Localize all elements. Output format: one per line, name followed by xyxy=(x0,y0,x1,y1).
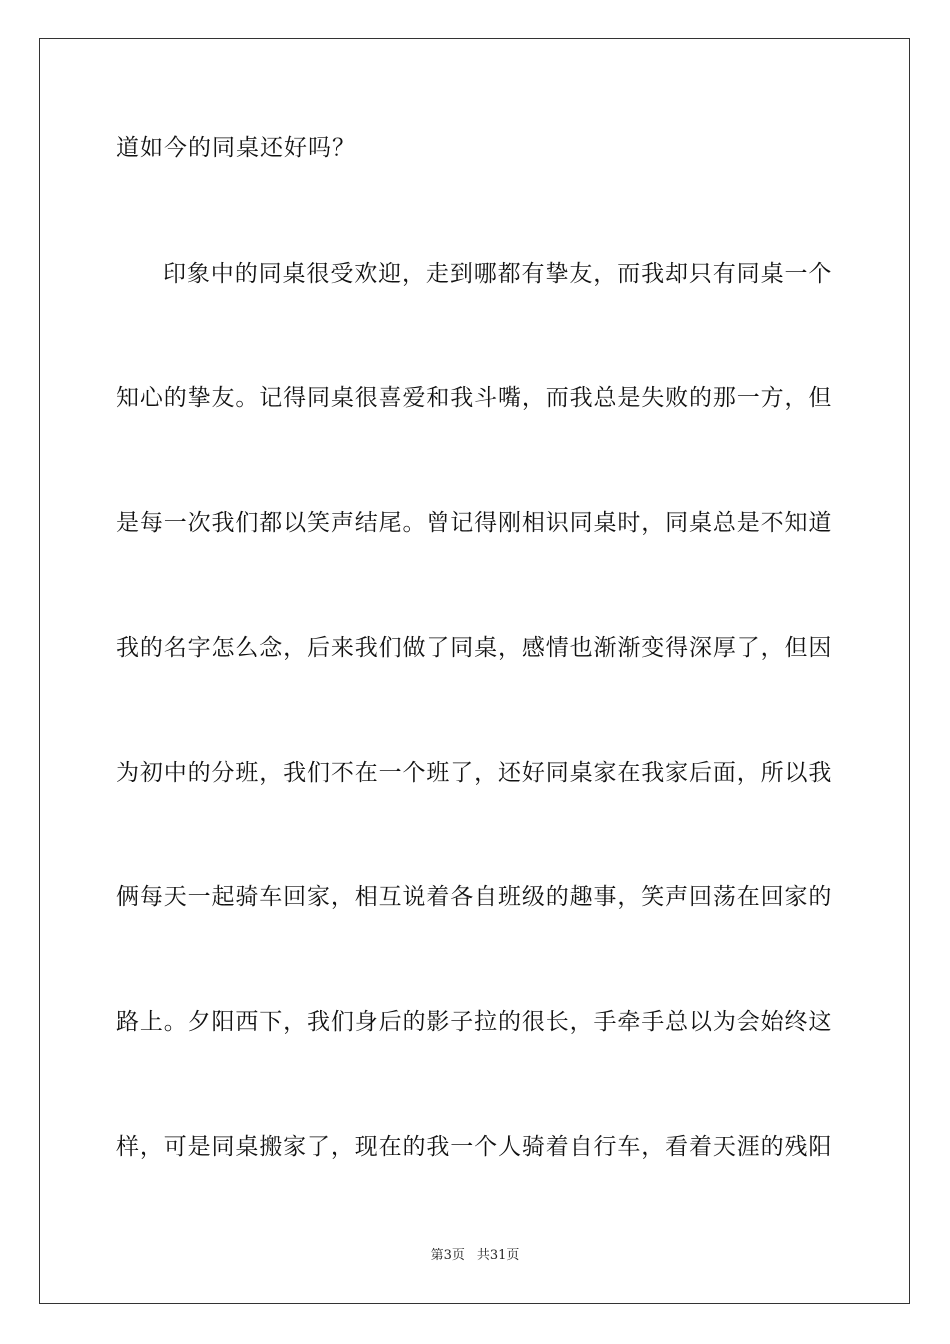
paragraph-line: 是每一次我们都以笑声结尾。曾记得刚相识同桌时，同桌总是不知道 xyxy=(116,510,832,536)
page-border xyxy=(39,38,910,1304)
paragraph-line: 道如今的同桌还好吗？ xyxy=(116,135,356,161)
paragraph-line: 俩每天一起骑车回家，相互说着各自班级的趣事，笑声回荡在回家的 xyxy=(116,884,832,910)
paragraph-line: 为初中的分班，我们不在一个班了，还好同桌家在我家后面，所以我 xyxy=(116,760,832,786)
paragraph-line: 样，可是同桌搬家了，现在的我一个人骑着自行车，看着天涯的残阳 xyxy=(116,1134,832,1160)
paragraph-line: 我的名字怎么念，后来我们做了同桌，感情也渐渐变得深厚了，但因 xyxy=(116,635,832,661)
page-number: 第3页 xyxy=(430,1248,465,1263)
paragraph-line: 路上。夕阳西下，我们身后的影子拉的很长，手牵手总以为会始终这 xyxy=(116,1009,832,1035)
paragraph-line: 知心的挚友。记得同桌很喜爱和我斗嘴，而我总是失败的那一方，但 xyxy=(116,385,832,411)
total-pages: 共31页 xyxy=(476,1248,520,1263)
paragraph-line: 印象中的同桌很受欢迎，走到哪都有挚友，而我却只有同桌一个 xyxy=(163,261,832,287)
page-footer xyxy=(0,1246,950,1266)
